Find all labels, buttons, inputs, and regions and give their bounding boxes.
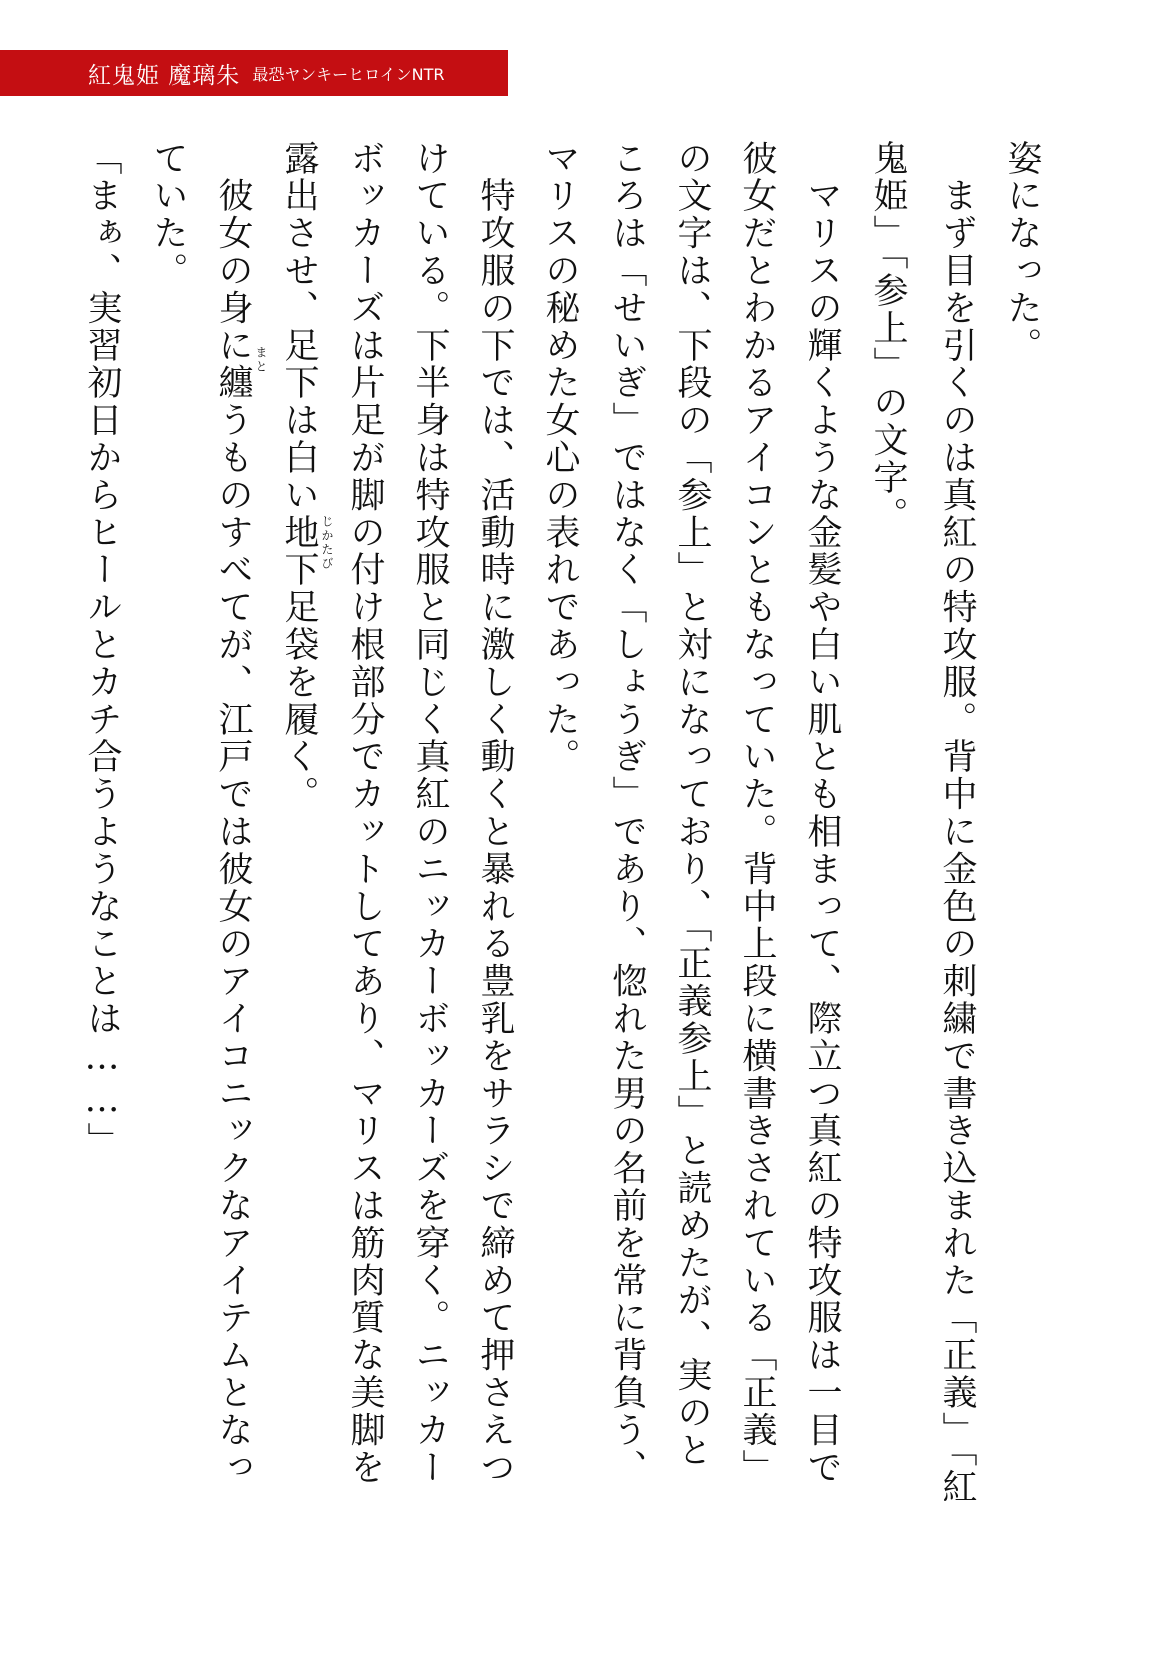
book-subtitle: 最恐ヤンキーヒロインNTR xyxy=(252,64,445,84)
text-line: マリスの輝くような金髪や白い肌とも相まって、際立つ真紅の特攻服は一目で xyxy=(802,140,842,1487)
text-line: 鬼姫」「参上」の文字。 xyxy=(868,140,908,534)
text-line: 「まぁ、実習初日からヒールとカチ合うようなことは……」 xyxy=(82,140,122,1160)
text-line: マリスの秘めた女心の表れであった。 xyxy=(540,140,580,776)
text-line: の文字は、下段の「参上」と対になっており、「正義参上」と読めたが、実のと xyxy=(672,140,712,1469)
text-line: ころは「せいぎ」ではなく「しょうぎ」であり、惚れた男の名前を常に背負う、 xyxy=(607,140,647,1487)
text-line: 露出させ、足下は白い地下足袋を履く。 xyxy=(279,140,319,814)
ruby-annotation: じかたび xyxy=(320,515,334,571)
ruby-annotation: まと xyxy=(254,346,268,374)
text-line: ボッカーズは片足が脚の付け根部分でカットしてあり、マリスは筋肉質な美脚を xyxy=(345,140,385,1487)
text-line: けている。下半身は特攻服と同じく真紅のニッカーボッカーズを穿く。ニッカー xyxy=(410,140,450,1487)
text-line: ていた。 xyxy=(148,140,188,290)
text-line: 彼女だとわかるアイコンともなっていた。背中上段に横書きされている「正義」 xyxy=(737,140,777,1487)
book-title: 紅鬼姫 魔璃朱 xyxy=(88,62,241,89)
text-line: 特攻服の下では、活動時に激しく動くと暴れる豊乳をサラシで締めて押さえつ xyxy=(475,140,515,1487)
text-line: まず目を引くのは真紅の特攻服。背中に金色の刺繍で書き込まれた「正義」「紅 xyxy=(937,140,977,1507)
text-line: 彼女の身に纏うものすべてが、江戸では彼女のアイコニックなアイテムとなっ xyxy=(213,140,253,1487)
text-line: 姿になった。 xyxy=(1002,140,1042,365)
